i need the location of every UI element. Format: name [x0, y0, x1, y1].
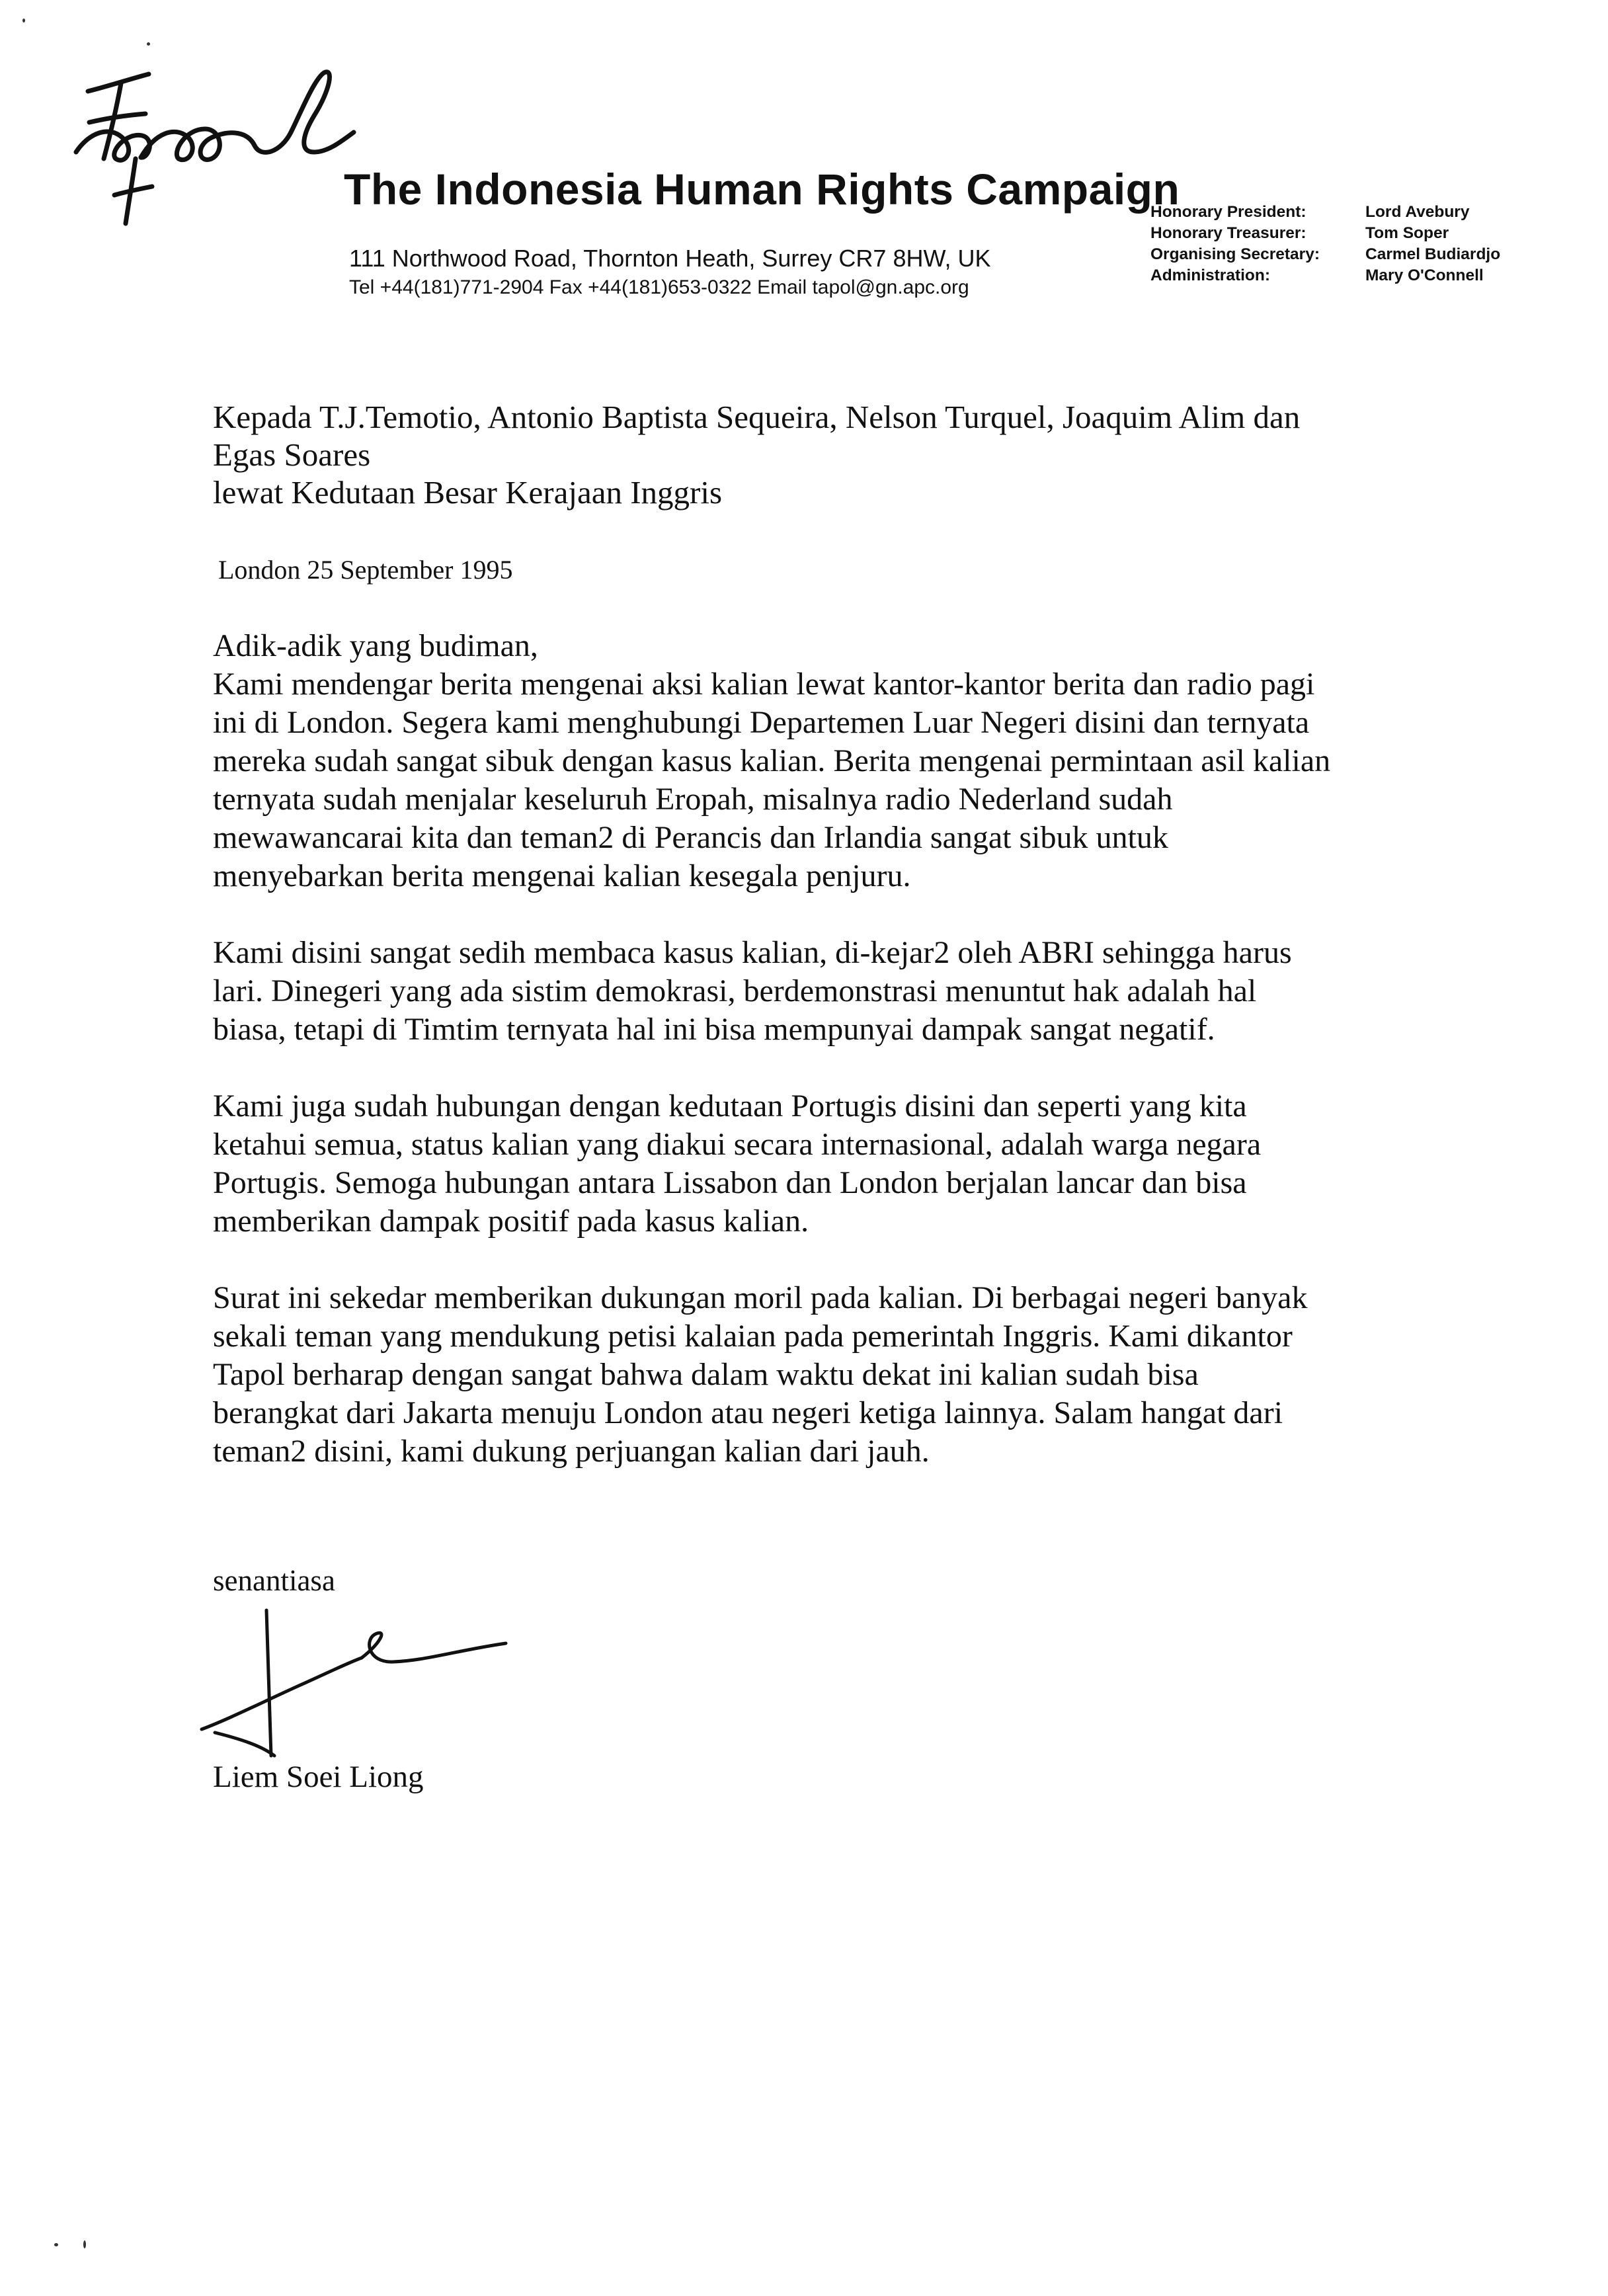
officer-row	[1150, 223, 1584, 244]
officer-role: Administration:	[1150, 266, 1271, 284]
scan-speck	[83, 2240, 86, 2248]
officer-name: Tom Soper	[1365, 224, 1449, 242]
closing-text: senantiasa	[213, 1564, 335, 1597]
body-line: mewawancarai kita dan teman2 di Perancis dan Irlandia sangat sibuk untuk	[213, 820, 1168, 855]
tapol-logo	[63, 60, 360, 231]
body-line: Kami disini sangat sedih membaca kasus kalian, di-kejar2 oleh ABRI sehingga harus	[213, 935, 1292, 970]
body-line: memberikan dampak positif pada kasus kalian.	[213, 1204, 809, 1239]
body-line: Portugis. Semoga hubungan antara Lissabon dan London berjalan lancar dan bisa	[213, 1165, 1247, 1200]
scan-speck	[22, 19, 25, 22]
officer-role: Organising Secretary:	[1150, 245, 1320, 263]
letter-body	[213, 627, 1403, 1509]
signer-name: Liem Soei Liong	[213, 1760, 424, 1794]
body-line: Kami juga sudah hubungan dengan kedutaan Portugis disini dan seperti yang kita	[213, 1088, 1247, 1124]
scan-speck	[147, 42, 150, 46]
body-line: berangkat dari Jakarta menuju London atau negeri ketiga lainnya. Salam hangat dari	[213, 1395, 1283, 1430]
officer-row	[1150, 202, 1584, 223]
officer-row	[1150, 244, 1584, 265]
body-line: lari. Dinegeri yang ada sistim demokrasi, berdemonstrasi menuntut hak adalah hal	[213, 973, 1257, 1008]
officer-name: Mary O'Connell	[1365, 266, 1484, 284]
body-line: mereka sudah sangat sibuk dengan kasus kalian. Berita mengenai permintaan asil kalian	[213, 743, 1331, 778]
letter-date: London 25 September 1995	[218, 555, 513, 585]
scan-speck	[54, 2243, 58, 2246]
organisation-name: The Indonesia Human Rights Campaign	[344, 165, 1180, 214]
organisation-contact: Tel +44(181)771-2904 Fax +44(181)653-0322 Email tapol@gn.apc.org	[349, 276, 969, 298]
paragraph	[213, 627, 1403, 895]
body-line: Adik-adik yang budiman,	[213, 628, 538, 663]
body-line: Tapol berharap dengan sangat bahwa dalam waktu dekat ini kalian sudah bisa	[213, 1357, 1199, 1392]
body-line: menyebarkan berita mengenai kalian kesegala penjuru.	[213, 858, 911, 893]
recipient-line: lewat Kedutaan Besar Kerajaan Inggris	[213, 474, 723, 511]
officer-role: Honorary President:	[1150, 203, 1306, 221]
officer-row	[1150, 265, 1584, 286]
recipient-line: Egas Soares	[213, 436, 371, 473]
body-line: Kami mendengar berita mengenai aksi kalian lewat kantor-kantor berita dan radio pagi	[213, 667, 1315, 702]
officer-name: Carmel Budiardjo	[1365, 245, 1501, 263]
body-line: teman2 disini, kami dukung perjuangan kalian dari jauh.	[213, 1434, 930, 1469]
handwritten-signature	[188, 1597, 532, 1766]
body-line: ternyata sudah menjalar keseluruh Eropah, misalnya radio Nederland sudah	[213, 782, 1173, 817]
recipient-line: Kepada T.J.Temotio, Antonio Baptista Sequeira, Nelson Turquel, Joaquim Alim dan	[213, 399, 1301, 435]
paragraph	[213, 1279, 1403, 1471]
officers-list	[1150, 202, 1584, 286]
body-line: ini di London. Segera kami menghubungi Departemen Luar Negeri disini dan ternyata	[213, 705, 1310, 740]
body-line: ketahui semua, status kalian yang diakui secara internasional, adalah warga negara	[213, 1127, 1262, 1162]
officer-name: Lord Avebury	[1365, 203, 1470, 221]
recipient-block	[213, 398, 1403, 511]
officer-role: Honorary Treasurer:	[1150, 224, 1306, 242]
paragraph	[213, 1087, 1403, 1241]
body-line: sekali teman yang mendukung petisi kalaian pada pemerintah Inggris. Kami dikantor	[213, 1319, 1293, 1354]
organisation-address: 111 Northwood Road, Thornton Heath, Surrey CR7 8HW, UK	[349, 245, 991, 272]
paragraph	[213, 934, 1403, 1049]
body-line: biasa, tetapi di Timtim ternyata hal ini bisa mempunyai dampak sangat negatif.	[213, 1012, 1215, 1047]
body-line: Surat ini sekedar memberikan dukungan moril pada kalian. Di berbagai negeri banyak	[213, 1280, 1308, 1315]
